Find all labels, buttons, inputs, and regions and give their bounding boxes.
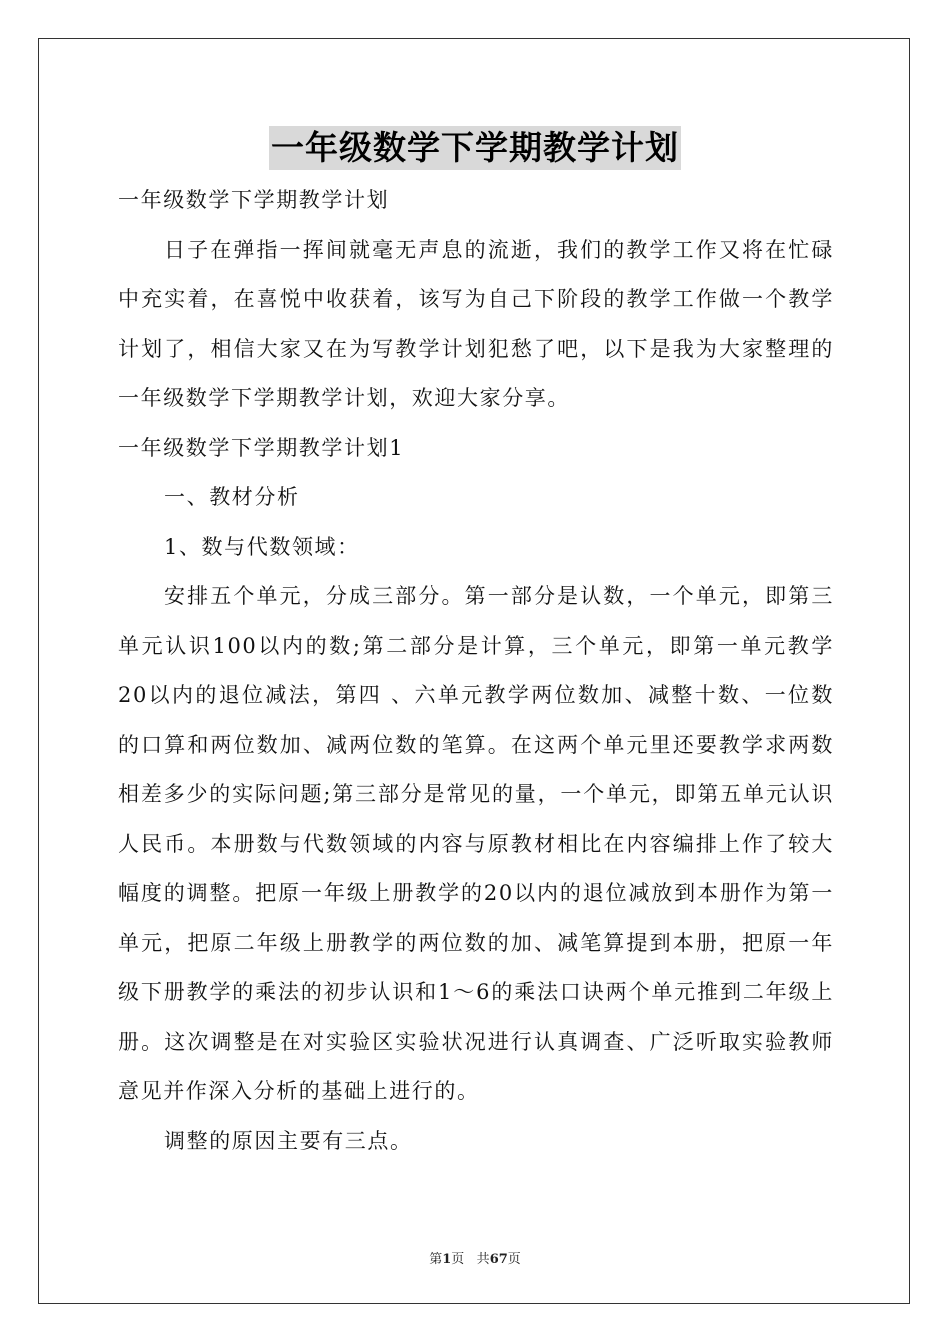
page-suffix: 页 [451,1252,465,1267]
page-total: 67 [489,1252,508,1267]
document-body [118,176,834,1166]
document-title-container [0,126,950,170]
paragraph-subtitle: 一年级数学下学期教学计划 [118,188,390,212]
page-current: 1 [442,1252,452,1267]
page-footer [0,1248,950,1267]
paragraph-unit-arrangement: 安排五个单元，分成三部分。第一部分是认数，一个单元，即第三单元认识100以内的数;第二部分是计算，三个单元，即第一单元教学20以内的退位减法，第四 、六单元教学两位数加、减整十数、一位数的口算和两位数加、减两位数的笔算。在这两个单元里还要教学求两数相差多少的实际问题;第三部分是常见的量，一个单元，即第五单元认识人民币。本册数与代数领域的内容与原教材相比在内容编排上作了较大幅度的调整。把原一年级上册教学的20以内的退位减放到本册作为第一单元，把原二年级上册教学的两位数的加、减笔算提到本册，把原一年级下册教学的乘法的初步认识和1～6的乘法口诀两个单元推到二年级上册。这次调整是在对实验区实验状况进行认真调查、广泛听取实验教师意见并作深入分析的基础上进行的。 [118,584,834,1103]
total-suffix: 页 [507,1252,521,1267]
paragraph-intro: 日子在弹指一挥间就毫无声息的流逝，我们的教学工作又将在忙碌中充实着，在喜悦中收获着，该写为自己下阶段的教学工作做一个教学计划了，相信大家又在为写教学计划犯愁了吧，以下是我为大家整理的一年级数学下学期教学计划，欢迎大家分享。 [118,237,834,410]
paragraph-adjustment-reasons: 调整的原因主要有三点。 [164,1128,413,1153]
paragraph-section-heading: 一年级数学下学期教学计划1 [118,435,405,460]
paragraph-heading-number-algebra: 1、数与代数领域： [164,534,360,559]
paragraph-heading-textbook-analysis: 一、教材分析 [164,485,300,509]
total-prefix: 共 [476,1252,490,1267]
document-title: 一年级数学下学期教学计划 [269,126,681,170]
page-prefix: 第 [429,1252,443,1267]
